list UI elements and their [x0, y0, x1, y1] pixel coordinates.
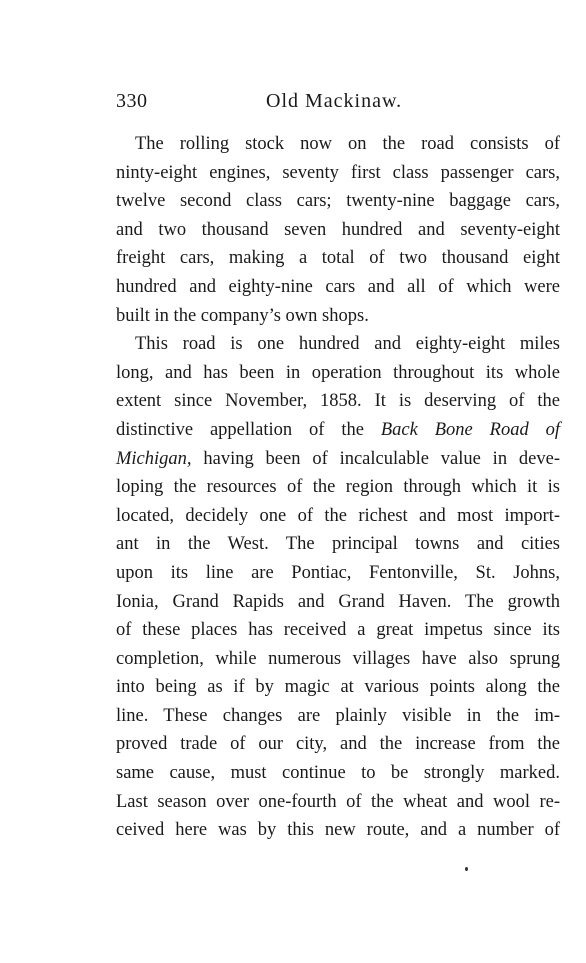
- ink-speck: [465, 867, 468, 871]
- text-line: This road is one hundred and eighty-eight miles: [135, 334, 560, 355]
- text-line: long, and has been in operation throughout its whole: [116, 362, 560, 383]
- text-line: The rolling stock now on the road consists of: [135, 134, 560, 154]
- text-line-with-italic: [116, 445, 560, 474]
- text-line: of these places has received a great impetus since its: [116, 620, 560, 641]
- text-line: into being as if by magic at various points along the: [116, 677, 560, 698]
- text-line: same cause, must continue to be strongly marked.: [116, 763, 560, 784]
- running-title: Old Mackinaw.: [266, 90, 403, 112]
- text-line: extent since November, 1858. It is deserving of the: [116, 391, 560, 412]
- text-segment: distinctive appellation of the: [116, 419, 381, 440]
- text-line: located, decidely one of the richest and most import-: [116, 505, 560, 526]
- text-line: ceived here was by this new route, and a number of: [116, 820, 560, 841]
- text-line: ant in the West. The principal towns and cities: [116, 534, 560, 555]
- text-line: built in the company’s own shops.: [116, 305, 369, 326]
- text-line: completion, while numerous villages have also sprung: [116, 648, 560, 669]
- text-line: hundred and eighty-nine cars and all of which were: [116, 276, 560, 297]
- text-line: proved trade of our city, and the increase from the: [116, 734, 560, 755]
- text-line: loping the resources of the region through which it is: [116, 477, 560, 498]
- page-number: 330: [116, 90, 148, 112]
- text-line: ninty-eight engines, seventy first class passenger cars,: [116, 162, 560, 183]
- text-segment: having been of incalculable value in deve-: [191, 448, 560, 469]
- italic-phrase: Michigan,: [116, 448, 192, 469]
- text-line: upon its line are Pontiac, Fentonville, St. Johns,: [116, 562, 560, 583]
- text-line: Last season over one-fourth of the wheat and wool re-: [116, 791, 560, 812]
- body-text: [116, 130, 560, 845]
- text-line: Ionia, Grand Rapids and Grand Haven. The growth: [116, 591, 560, 612]
- text-line: line. These changes are plainly visible in the im-: [116, 705, 560, 726]
- text-line: and two thousand seven hundred and seventy-eight: [116, 219, 560, 240]
- text-line-with-italic: [116, 416, 560, 445]
- text-line: freight cars, making a total of two thousand eight: [116, 248, 560, 269]
- page-header: [116, 90, 560, 118]
- text-line: twelve second class cars; twenty-nine baggage cars,: [116, 191, 560, 212]
- italic-phrase: Back Bone Road of: [380, 419, 560, 440]
